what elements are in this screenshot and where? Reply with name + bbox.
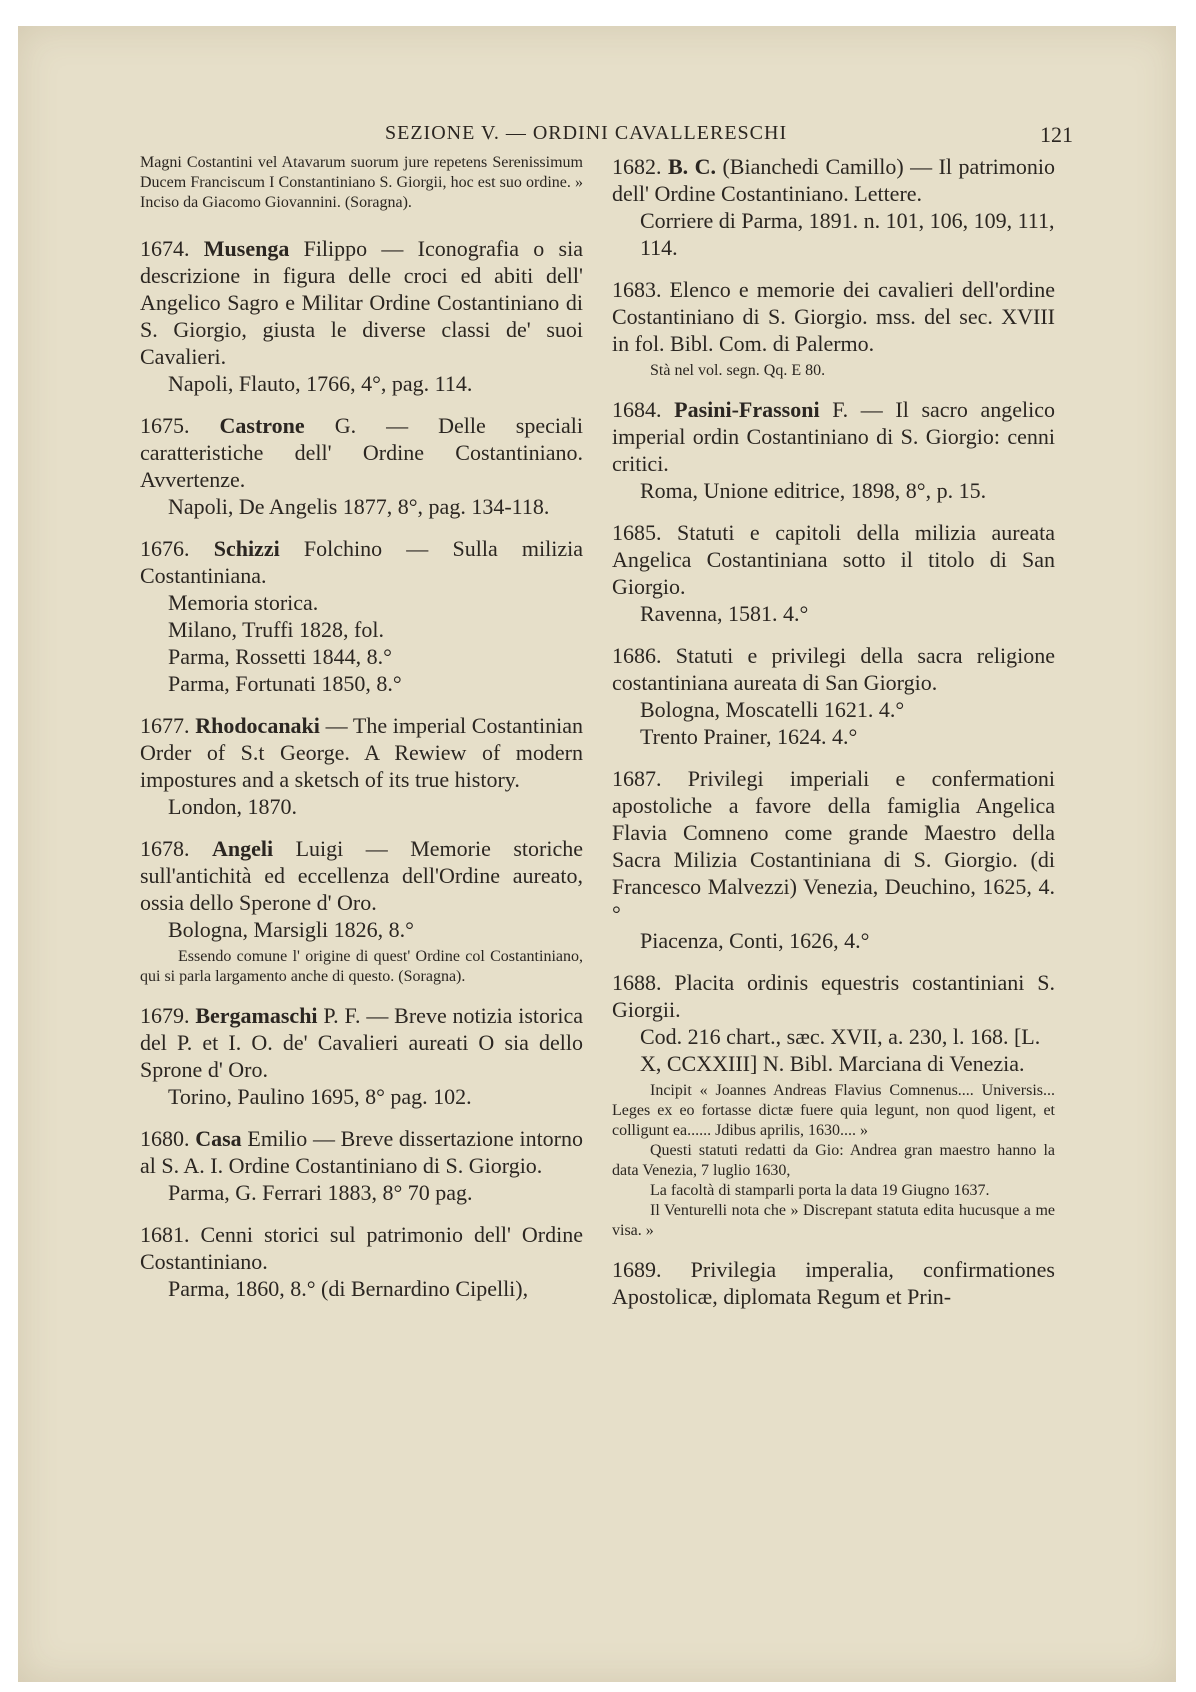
entry-imprint: Napoli, De Angelis 1877, 8°, pag. 134-118. — [168, 494, 550, 519]
catalog-entry — [140, 1221, 583, 1275]
entry-imprint: Torino, Paulino 1695, 8° pag. 102. — [168, 1084, 472, 1109]
entry-imprint: Bologna, Moscatelli 1621. 4.° — [640, 697, 905, 722]
running-title: SEZIONE V. — ORDINI CAVALLERESCHI — [385, 122, 788, 144]
entry-text: Filippo — Iconografia o sia descrizione in figura delle croci ed abiti dell' Angelico Sagro e Militar Ordine Costantiniano di S. Giorgio, giusta le diverse classi de' suoi Cavalieri. — [140, 236, 583, 369]
entry-author: B. C. — [667, 154, 716, 179]
entry-text: G. — Delle speciali caratteristiche dell' Ordine Costantiniano. Avvertenze. — [140, 413, 583, 492]
entry-author: Castrone — [219, 413, 305, 438]
catalog-entry — [612, 969, 1055, 1023]
entry-number: 1676. — [140, 536, 190, 561]
left-column — [140, 153, 583, 1302]
entry-text: F. — Il sacro angelico imperial ordin Costantiniano di S. Giorgio: cenni critici. — [612, 397, 1056, 476]
entry-imprint: London, 1870. — [168, 794, 297, 819]
entry-author: Musenga — [203, 236, 290, 261]
entry-imprint: Milano, Truffi 1828, fol. — [168, 617, 384, 642]
entry-text: — The imperial Costantinian Order of S.t George. A Rewiew of modern impostures and a sketsch of its true history. — [140, 713, 584, 792]
entry-number: 1674. — [140, 236, 190, 261]
catalog-entry — [612, 519, 1055, 600]
entry-text: Statuti e privilegi della sacra religione costantiniana aureata di San Giorgio. — [612, 643, 1055, 695]
entry-imprint: Napoli, Flauto, 1766, 4°, pag. 114. — [168, 371, 473, 396]
entry-number: 1677. — [140, 713, 190, 738]
entry-author: Schizzi — [213, 536, 280, 561]
entry-number: 1683. — [612, 277, 662, 302]
entry-author: Bergamaschi — [195, 1003, 318, 1028]
entry-imprint: Bologna, Marsigli 1826, 8.° — [168, 917, 414, 942]
entry-text: Privilegi imperiali e confermationi apostoliche a favore della famiglia Angelica Flavia Comneno come grande Maestro della Sacra Milizia Costantiniana di S. Giorgio. (di Francesco Malvezzi) Venezia, Deuchino, 1625, 4.° — [612, 766, 1055, 926]
catalog-entry — [140, 535, 583, 589]
entry-imprint: Parma, Rossetti 1844, 8.° — [168, 644, 392, 669]
page-number: 121 — [1040, 122, 1073, 147]
catalog-entry — [612, 1256, 1055, 1310]
catalog-entry — [612, 276, 1055, 357]
entry-number: 1680. — [140, 1126, 190, 1151]
entry-note: Questi statuti redatti da Gio: Andrea gran maestro hanno la data Venezia, 7 luglio 1630, — [612, 1142, 1055, 1179]
catalog-entry — [140, 235, 583, 370]
entry-imprint: Piacenza, Conti, 1626, 4.° — [640, 928, 870, 953]
entry-text: (Bianchedi Camillo) — Il patrimonio dell' Ordine Costantiniano. Lettere. — [612, 154, 1056, 206]
entry-text: Statuti e capitoli della milizia aureata Angelica Costantiniana sotto il titolo di San Giorgio. — [612, 520, 1055, 599]
entry-author: Angeli — [211, 836, 274, 861]
entry-author: Pasini-Frassoni — [674, 397, 820, 422]
entry-text: Placita ordinis equestris costantiniani S. Giorgii. — [612, 970, 1055, 1022]
catalog-entry — [140, 835, 583, 916]
entry-text: P. F. — Breve notizia istorica del P. et I. O. de' Cavalieri aureati O sia dello Sprone d' Oro. — [140, 1003, 584, 1082]
entry-imprint: Ravenna, 1581. 4.° — [640, 601, 809, 626]
page-header — [148, 122, 1073, 152]
catalog-entry — [612, 765, 1055, 927]
entry-imprint: Parma, Fortunati 1850, 8.° — [168, 671, 402, 696]
entry-imprint: Trento Prainer, 1624. 4.° — [640, 724, 858, 749]
catalog-entry — [140, 1125, 583, 1179]
catalog-entry — [612, 396, 1055, 477]
entry-note: Essendo comune l' origine di quest' Ordine col Costantiniano, qui si parla largamento anche di questo. (Soragna). — [140, 948, 583, 985]
entry-number: 1679. — [140, 1003, 190, 1028]
entry-text: Cenni storici sul patrimonio dell' Ordine Costantiniano. — [140, 1222, 583, 1274]
entry-number: 1686. — [612, 643, 662, 668]
catalog-entry — [612, 642, 1055, 696]
entry-number: 1675. — [140, 413, 190, 438]
entry-note: La facoltà di stamparli porta la data 19 Giugno 1637. — [650, 1182, 990, 1199]
entry-text: Elenco e memorie dei cavalieri dell'ordine Costantiniano di S. Giorgio. mss. del sec. XVIII in fol. Bibl. Com. di Palermo. — [612, 277, 1055, 356]
entry-text: Privilegia imperalia, confirmationes Apostolicæ, diplomata Regum et Prin- — [612, 1257, 1055, 1309]
entry-text: Folchino — Sulla milizia Costantiniana. — [140, 536, 584, 588]
entry-text: Emilio — Breve dissertazione intorno al S. A. I. Ordine Costantiniano di S. Giorgio. — [140, 1126, 584, 1178]
entry-imprint: Roma, Unione editrice, 1898, 8°, p. 15. — [640, 478, 987, 503]
entry-number: 1681. — [140, 1222, 190, 1247]
entry-author: Casa — [195, 1126, 242, 1151]
entry-imprint: Parma, 1860, 8.° (di Bernardino Cipelli), — [168, 1276, 529, 1301]
lead-note: Magni Costantini vel Atavarum suorum jure repetens Serenissimum Ducem Franciscum I Constantiniano S. Giorgii, hoc est suo ordine. » Inciso da Giacomo Giovannini. (Soragna). — [140, 154, 583, 211]
entry-author: Rhodocanaki — [195, 713, 320, 738]
entry-imprint: Memoria storica. — [168, 590, 319, 615]
entry-note: Stà nel vol. segn. Qq. E 80. — [650, 362, 826, 379]
entry-number: 1678. — [140, 836, 190, 861]
entry-number: 1688. — [612, 970, 662, 995]
entry-note: Incipit « Joannes Andreas Flavius Comnenus.... Universis... Leges ex eo fortasse dictæ fuere quia legunt, non quod ligent, et colligunt ea...... Jdibus aprilis, 1630.... » — [612, 1082, 1055, 1139]
catalog-entry — [140, 412, 583, 493]
entry-number: 1685. — [612, 520, 662, 545]
entry-imprint: Corriere di Parma, 1891. n. 101, 106, 109, 111, 114. — [640, 208, 1055, 260]
catalog-entry — [140, 712, 583, 793]
catalog-entry — [612, 153, 1055, 207]
entry-imprint: Cod. 216 chart., sæc. XVII, a. 230, l. 168. [L. X, CCXXIII] N. Bibl. Marciana di Venezia. — [640, 1024, 1041, 1076]
entry-imprint: Parma, G. Ferrari 1883, 8° 70 pag. — [168, 1180, 473, 1205]
entry-number: 1689. — [612, 1257, 662, 1282]
entry-number: 1687. — [612, 766, 662, 791]
entry-text: Luigi — Memorie storiche sull'antichità ed eccellenza dell'Ordine aureato, ossia dello Sperone d' Oro. — [140, 836, 583, 915]
entry-number: 1684. — [612, 397, 662, 422]
right-column — [612, 153, 1055, 1310]
entry-number: 1682. — [612, 154, 662, 179]
entry-note: Il Venturelli nota che » Discrepant statuta edita hucusque a me visa. » — [612, 1202, 1055, 1239]
catalog-entry — [140, 1002, 583, 1083]
